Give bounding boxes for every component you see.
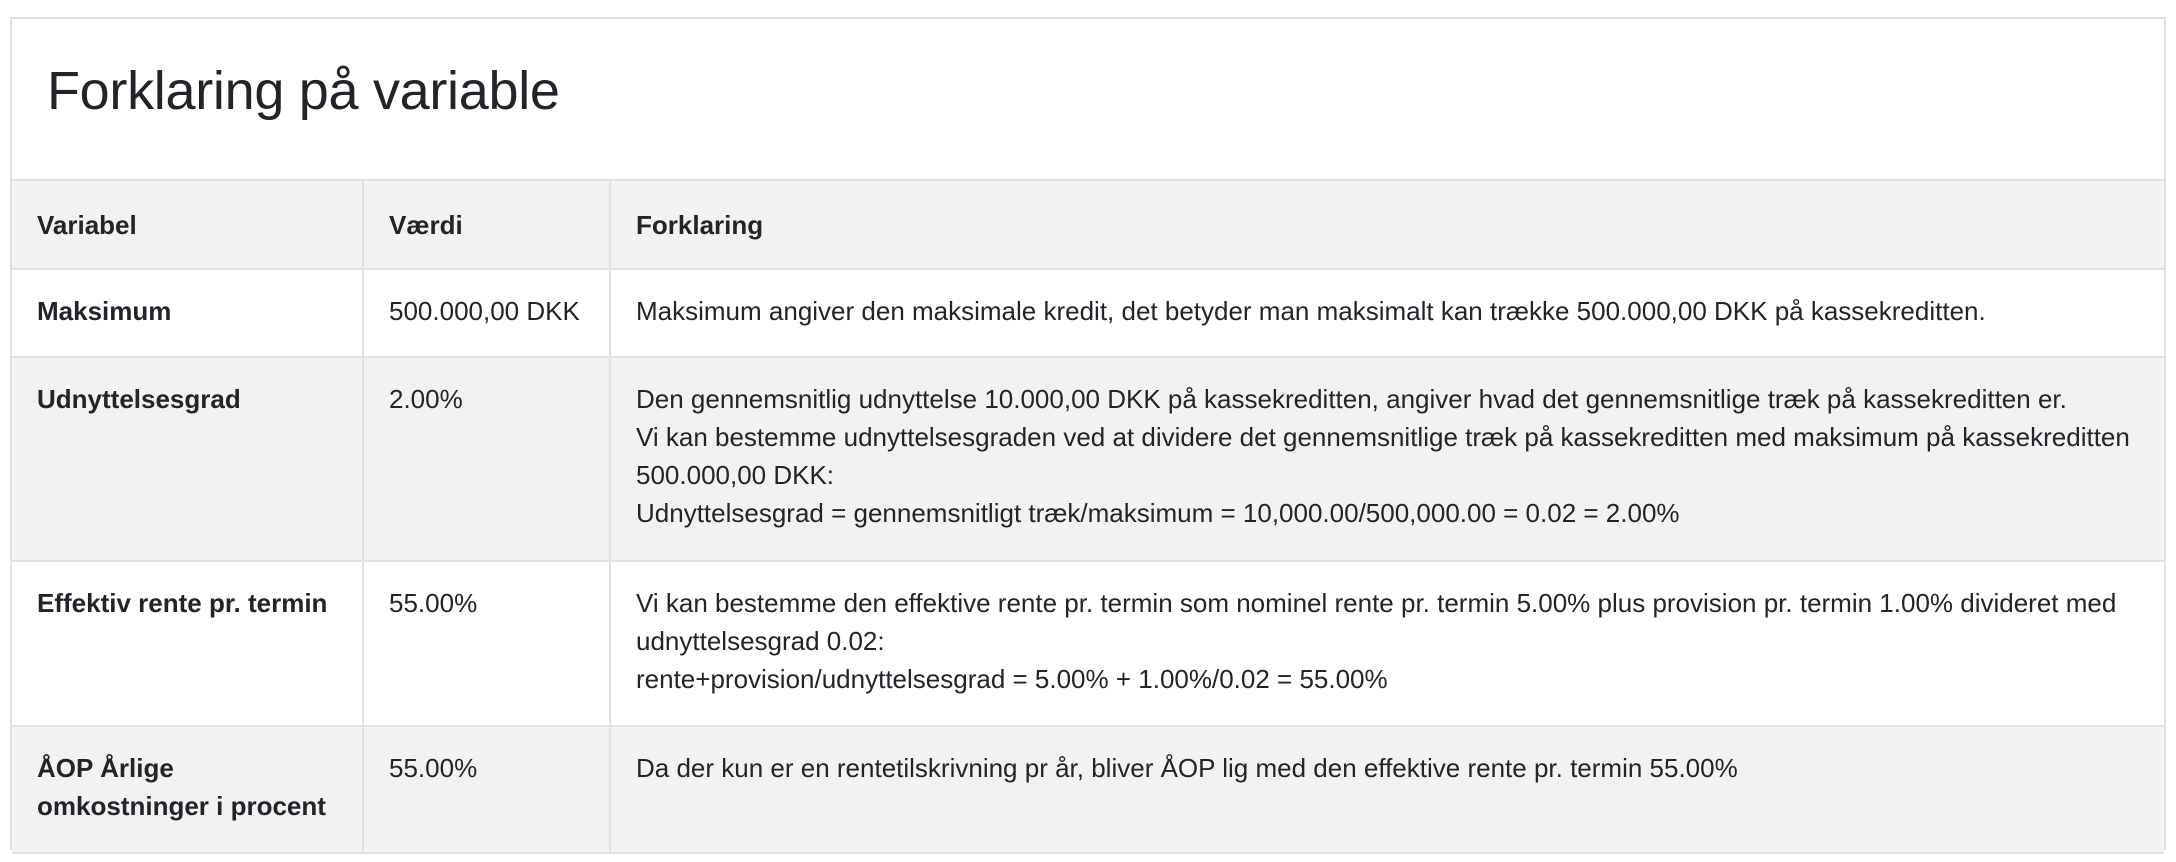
- page-title: Forklaring på variable: [47, 61, 560, 121]
- explanation-line: Maksimum angiver den maksimale kredit, det betyder man maksimalt kan trække 500.000,00 DKK på kassekreditten.: [636, 296, 1986, 326]
- table-row-aop: [12, 726, 2164, 853]
- explanation-cell: [610, 561, 2164, 726]
- variable-cell: ÅOP Årlige omkostninger i procent: [12, 726, 363, 853]
- explanation-line: Vi kan bestemme udnyttelsesgraden ved at dividere det gennemsnitlige træk på kassekreditten med maksimum på kassekreditten 500.000,00 DKK:: [636, 422, 2130, 490]
- column-header-explanation: Forklaring: [610, 180, 2164, 269]
- variable-cell: Effektiv rente pr. termin: [12, 561, 363, 726]
- value-cell: 2.00%: [363, 357, 610, 561]
- explanation-line: Vi kan bestemme den effektive rente pr. termin som nominel rente pr. termin 5.00% plus provision pr. termin 1.00% divideret med udnyttelsesgrad 0.02:: [636, 588, 2117, 656]
- variable-cell: Udnyttelsesgrad: [12, 357, 363, 561]
- table-row-udnyttelsesgrad: [12, 357, 2164, 561]
- explanation-cell: [610, 269, 2164, 357]
- value-cell: 55.00%: [363, 561, 610, 726]
- variable-cell: Maksimum: [12, 269, 363, 357]
- explanation-formula: rente+provision/udnyttelsesgrad = 5.00% + 1.00%/0.02 = 55.00%: [636, 664, 1388, 694]
- card-header: [12, 19, 2164, 179]
- explanation-cell: [610, 726, 2164, 853]
- explanation-line: Den gennemsnitlig udnyttelse 10.000,00 DKK på kassekreditten, angiver hvad det gennemsnitlige træk på kassekreditten er.: [636, 384, 2067, 414]
- explanation-cell: [610, 357, 2164, 561]
- table-row-maksimum: [12, 269, 2164, 357]
- explanation-formula: Udnyttelsesgrad = gennemsnitligt træk/maksimum = 10,000.00/500,000.00 = 0.02 = 2.00%: [636, 498, 1680, 528]
- explanation-line: Da der kun er en rentetilskrivning pr år, bliver ÅOP lig med den effektive rente pr. termin 55.00%: [636, 753, 1738, 783]
- table-row-effektiv-rente: [12, 561, 2164, 726]
- value-cell: 500.000,00 DKK: [363, 269, 610, 357]
- variables-table: [12, 179, 2164, 854]
- column-header-variable: Variabel: [12, 180, 363, 269]
- column-header-value: Værdi: [363, 180, 610, 269]
- table-header-row: [12, 180, 2164, 269]
- value-cell: 55.00%: [363, 726, 610, 853]
- variables-card: [10, 17, 2166, 850]
